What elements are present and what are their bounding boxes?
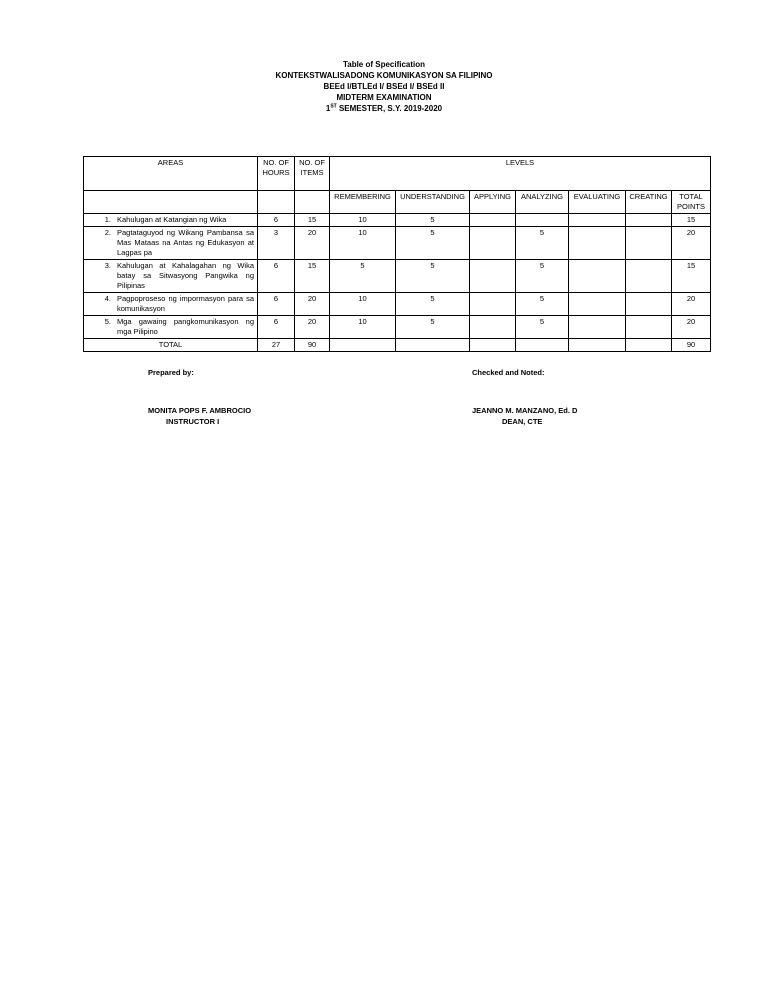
prepared-by-label: Prepared by: [148,368,194,377]
applying-cell [470,227,516,260]
total-cell: 15 [672,260,711,293]
evaluating-cell [569,293,626,316]
exam-line: MIDTERM EXAMINATION [336,93,432,102]
level-remembering: REMEMBERING [330,191,396,214]
total-cell: 20 [672,227,711,260]
total-points: 90 [672,339,711,352]
understanding-cell: 5 [396,214,470,227]
total-hours: 27 [258,339,295,352]
area-index: 4. [104,294,111,303]
evaluating-cell [569,260,626,293]
col-hours: NO. OF HOURS [258,157,295,191]
creating-cell [626,316,672,339]
semester-line [0,103,768,114]
semester-sup: ST [330,103,337,110]
area-text: Pagtataguyod ng Wikang Pambansa sa Mas Mataas na Antas ng Edukasyon at Lagpas pa [117,228,254,257]
semester-num: 1 [325,104,331,113]
items-cell: 15 [295,260,330,293]
hours-cell: 6 [258,214,295,227]
checked-title: DEAN, CTE [502,417,543,426]
hours-cell: 6 [258,293,295,316]
applying-cell [470,316,516,339]
total-blank [569,339,626,352]
level-evaluating: EVALUATING [569,191,626,214]
understanding-cell: 5 [396,316,470,339]
area-index: 3. [104,261,111,270]
prepared-title: INSTRUCTOR I [166,417,220,426]
col-areas: AREAS [84,157,258,191]
items-cell: 20 [295,227,330,260]
creating-cell [626,227,672,260]
level-analyzing: ANALYZING [516,191,569,214]
items-cell: 15 [295,214,330,227]
evaluating-cell [569,214,626,227]
area-cell [84,293,258,316]
understanding-cell: 5 [396,260,470,293]
hours-sub-blank [258,191,295,214]
level-understanding: UNDERSTANDING [396,191,470,214]
level-creating: CREATING [626,191,672,214]
evaluating-cell [569,227,626,260]
table-row [84,214,711,227]
areas-sub-blank [84,191,258,214]
creating-cell [626,293,672,316]
evaluating-cell [569,316,626,339]
checked-name: JEANNO M. MANZANO, Ed. D [472,406,578,415]
total-blank [330,339,396,352]
remembering-cell: 10 [330,316,396,339]
table-row [84,260,711,293]
doc-title: Table of Specification [342,60,426,69]
items-sub-blank [295,191,330,214]
items-cell: 20 [295,293,330,316]
col-items: NO. OF ITEMS [295,157,330,191]
level-applying: APPLYING [470,191,516,214]
total-cell: 15 [672,214,711,227]
checked-noted-label: Checked and Noted: [472,368,545,377]
programs-line: BEEd I/BTLEd I/ BSEd I/ BSEd II [323,82,445,91]
analyzing-cell: 5 [516,293,569,316]
area-cell [84,227,258,260]
area-text: Mga gawaing pangkomunikasyon ng mga Pilipino [117,317,254,336]
total-blank [626,339,672,352]
hours-cell: 6 [258,316,295,339]
remembering-cell: 10 [330,227,396,260]
specification-table [83,156,711,352]
area-cell [84,214,258,227]
applying-cell [470,293,516,316]
area-cell [84,260,258,293]
understanding-cell: 5 [396,293,470,316]
area-index: 2. [104,228,111,237]
course-title: KONTEKSTWALISADONG KOMUNIKASYON SA FILIPINO [275,71,493,80]
area-cell [84,316,258,339]
table-row [84,316,711,339]
hours-cell: 3 [258,227,295,260]
total-blank [516,339,569,352]
applying-cell [470,260,516,293]
applying-cell [470,214,516,227]
remembering-cell: 5 [330,260,396,293]
creating-cell [626,260,672,293]
total-blank [396,339,470,352]
area-text: Pagpoproseso ng impormasyon para sa komunikasyon [117,294,254,313]
understanding-cell: 5 [396,227,470,260]
analyzing-cell: 5 [516,227,569,260]
semester-rest: SEMESTER, S.Y. 2019-2020 [336,104,443,113]
total-blank [470,339,516,352]
col-levels: LEVELS [330,157,711,191]
area-text: Kahulugan at Katangian ng Wika [117,215,227,224]
area-text: Kahulugan at Kahalagahan ng Wika batay sa Sitwasyong Pangwika ng Pilipinas [117,261,254,290]
prepared-name: MONITA POPS F. AMBROCIO [148,406,252,415]
area-index: 1. [104,215,111,224]
total-label: TOTAL [84,339,258,352]
area-index: 5. [104,317,111,326]
table-row [84,227,711,260]
analyzing-cell: 5 [516,316,569,339]
remembering-cell: 10 [330,214,396,227]
total-row [84,339,711,352]
hours-cell: 6 [258,260,295,293]
total-items: 90 [295,339,330,352]
table-row [84,293,711,316]
analyzing-cell [516,214,569,227]
document-header [0,59,768,114]
analyzing-cell: 5 [516,260,569,293]
total-cell: 20 [672,316,711,339]
creating-cell [626,214,672,227]
remembering-cell: 10 [330,293,396,316]
level-total-points: TOTAL POINTS [672,191,711,214]
items-cell: 20 [295,316,330,339]
total-cell: 20 [672,293,711,316]
